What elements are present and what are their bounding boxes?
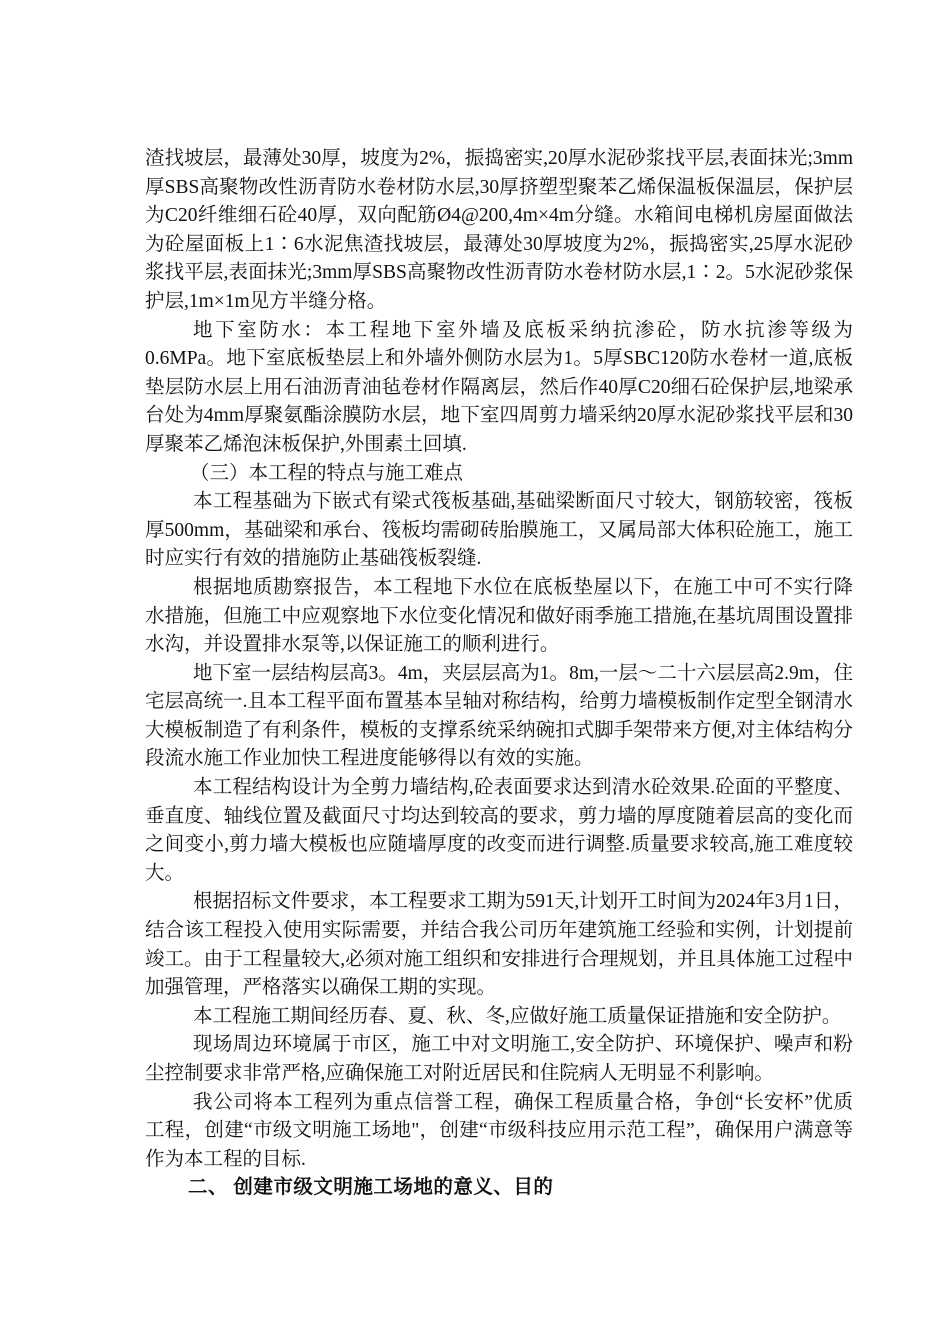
document-page xyxy=(145,145,853,1203)
paragraph-foundation: 本工程基础为下嵌式有梁式筏板基础,基础梁断面尺寸较大，钢筋较密，筏板厚500mm，基础梁和承台、筏板均需砌砖胎膜施工，又属局部大体积砼施工，施工时应实行有效的措施防止基础筏板裂缝. xyxy=(145,491,853,570)
paragraph-floor-heights: 地下室一层结构层高3。4m，夹层层高为1。8m,一层～二十六层层高2.9m，住宅层高统一.且本工程平面布置基本呈轴对称结构，给剪力墙模板制作定型全钢清水大模板制造了有利条件，模板的支撑系统采纳碗扣式脚手架带来方便,对主体结构分段流水施工作业加快工程进度能够得以有效的实施。 xyxy=(145,662,853,770)
paragraph-seasons: 本工程施工期间经历春、夏、秋、冬,应做好施工质量保证措施和安全防护。 xyxy=(193,1005,842,1027)
paragraph-roof-insulation: 渣找坡层，最薄处30厚，坡度为2%，振捣密实,20厚水泥砂浆找平层,表面抹光;3mm厚SBS高聚物改性沥青防水卷材防水层,30厚挤塑型聚苯乙烯保温板保温层，保护层为C20纤维细石砼40厚，双向配筋Ø4@200,4m×4m分缝。水箱间电梯机房屋面做法为砼屋面板上1∶6水泥焦渣找坡层，最薄处30厚坡度为2%，振捣密实,25厚水泥砂浆找平层,表面抹光;3mm厚SBS高聚物改性沥青防水卷材防水层,1∶2。5水泥砂浆保护层,1m×1m见方半缝分格。 xyxy=(145,148,853,312)
subsection-title: （三）本工程的特点与施工难点 xyxy=(190,462,464,484)
paragraph-structure-design: 本工程结构设计为全剪力墙结构,砼表面要求达到清水砼效果.砼面的平整度、垂直度、轴线位置及截面尺寸均达到较高的要求，剪力墙的厚度随着层高的变化而之间变小,剪力墙大模板也应随墙厚度的改变而进行调整.质量要求较高,施工难度较大。 xyxy=(145,777,853,884)
paragraph-schedule: 根据招标文件要求，本工程要求工期为591天,计划开工时间为2024年3月1日，结合该工程投入使用实际需要，并结合我公司历年建筑施工经验和实例，计划提前竣工。由于工程量较大,必须对施工组织和安排进行合理规划，并且具体施工过程中加强管理，严格落实以确保工期的实现。 xyxy=(145,891,853,999)
paragraph-environment: 现场周边环境属于市区，施工中对文明施工,安全防护、环境保护、噪声和粉尘控制要求非常严格,应确保施工对附近居民和住院病人无明显不利影响。 xyxy=(145,1034,853,1084)
section-heading: 二、 创建市级文明施工场地的意义、目的 xyxy=(188,1177,554,1199)
paragraph-basement-waterproofing: 地下室防水：本工程地下室外墙及底板采纳抗渗砼，防水抗渗等级为0.6MPa。地下室底板垫层上和外墙外侧防水层为1。5厚SBC120防水卷材一道,底板垫层防水层上用石油沥青油毡卷材作隔离层，然后作40厚C20细石砼保护层,地梁承台处为4mm厚聚氨酯涂膜防水层，地下室四周剪力墙采纳20厚水泥砂浆找平层和30厚聚苯乙烯泡沫板保护,外围素土回填. xyxy=(145,319,853,455)
paragraph-groundwater: 根据地质勘察报告，本工程地下水位在底板垫屋以下，在施工中可不实行降水措施，但施工中应观察地下水位变化情况和做好雨季施工措施,在基坑周围设置排水沟，并设置排水泵等,以保证施工的顺利进行。 xyxy=(145,576,853,656)
paragraph-goals: 我公司将本工程列为重点信誉工程，确保工程质量合格，争创“长安杯”优质工程，创建“市级文明施工场地"，创建“市级科技应用示范工程”，确保用户满意等作为本工程的目标. xyxy=(145,1091,853,1170)
